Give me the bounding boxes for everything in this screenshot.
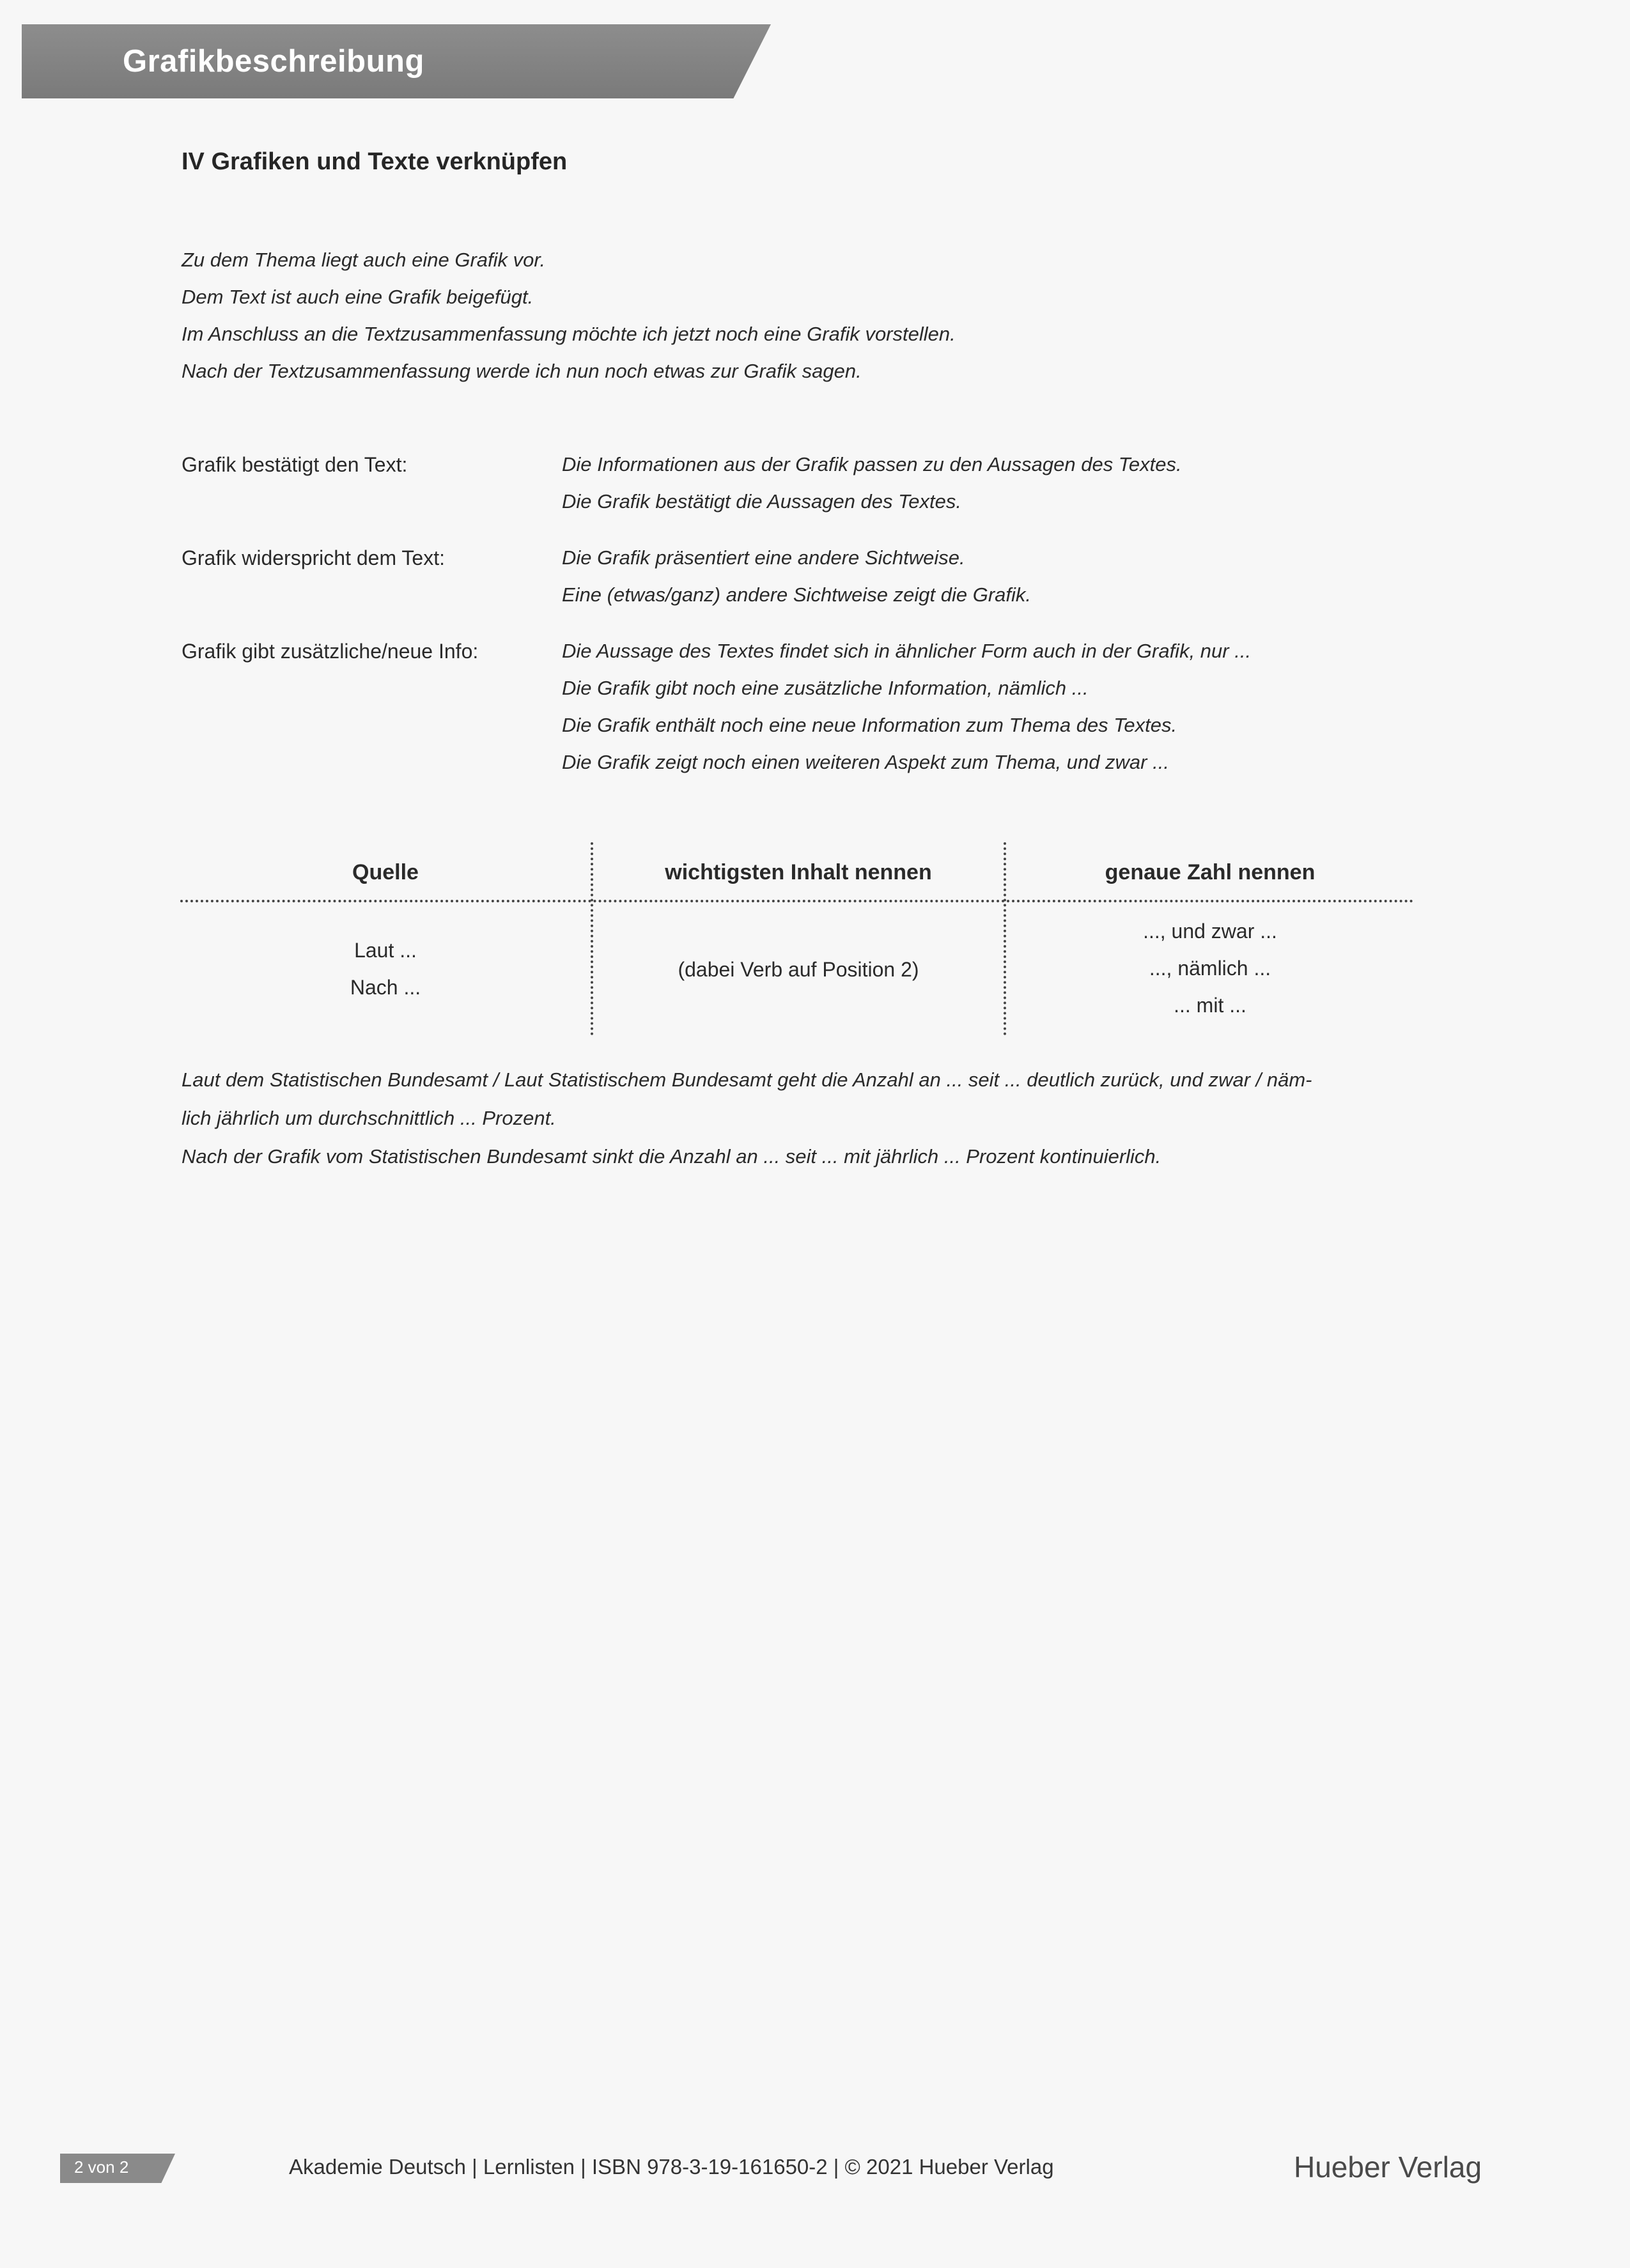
phrase-group-label: Grafik widerspricht dem Text: [182, 546, 445, 569]
column-header-content: wichtigsten Inhalt nennen [665, 860, 932, 884]
table-cell: ..., nämlich ... [1149, 957, 1271, 980]
footer-publication-info: Akademie Deutsch | Lernlisten | ISBN 978-3-19-161650-2 | © 2021 Hueber Verlag [289, 2155, 1054, 2179]
intro-line: Dem Text ist auch eine Grafik beigefügt. [182, 286, 534, 308]
phrase-group-label: Grafik gibt zusätzliche/neue Info: [182, 640, 479, 663]
phrase-line: Die Grafik präsentiert eine andere Sichtweise. [562, 546, 965, 569]
column-header-number: genaue Zahl nennen [1105, 860, 1316, 884]
table-cell: (dabei Verb auf Position 2) [678, 958, 919, 981]
phrase-group-lines [562, 633, 1251, 781]
table-cell: Nach ... [350, 976, 421, 999]
intro-line: Im Anschluss an die Textzusammenfassung möchte ich jetzt noch eine Grafik vorstellen. [182, 323, 956, 345]
table-cell: ... mit ... [1174, 994, 1246, 1017]
phrase-line: Die Grafik bestätigt die Aussagen des Textes. [562, 490, 961, 513]
phrase-line: Eine (etwas/ganz) andere Sichtweise zeigt die Grafik. [562, 583, 1032, 606]
section-title: IV Grafiken und Texte verknüpfen [182, 148, 568, 175]
example-sentences [182, 1061, 1428, 1176]
header-title: Grafikbeschreibung [123, 44, 424, 79]
phrase-group-lines [562, 539, 1031, 613]
example-line: lich jährlich um durchschnittlich ... Prozent. [182, 1107, 556, 1129]
intro-block [182, 242, 956, 390]
table-cell: Laut ... [354, 939, 417, 962]
intro-line: Zu dem Thema liegt auch eine Grafik vor. [182, 249, 546, 271]
table-cell: ..., und zwar ... [1143, 920, 1277, 943]
phrase-line: Die Grafik enthält noch eine neue Information zum Thema des Textes. [562, 714, 1177, 736]
phrase-group-label: Grafik bestätigt den Text: [182, 453, 408, 476]
phrase-group-lines [562, 446, 1182, 520]
example-line: Nach der Grafik vom Statistischen Bundesamt sinkt die Anzahl an ... seit ... mit jährlich ... Prozent kontinuierlich. [182, 1145, 1161, 1168]
phrase-line: Die Grafik gibt noch eine zusätzliche Information, nämlich ... [562, 677, 1089, 699]
example-line: Laut dem Statistischen Bundesamt / Laut Statistischem Bundesamt geht die Anzahl an ... seit ... deutlich zurück, und zwar / näm- [182, 1068, 1312, 1091]
intro-line: Nach der Textzusammenfassung werde ich nun noch etwas zur Grafik sagen. [182, 360, 862, 382]
phrase-line: Die Aussage des Textes findet sich in ähnlicher Form auch in der Grafik, nur ... [562, 640, 1252, 662]
page-number: 2 von 2 [74, 2157, 129, 2177]
column-header-source: Quelle [352, 860, 419, 884]
phrase-line: Die Informationen aus der Grafik passen zu den Aussagen des Textes. [562, 453, 1182, 475]
header-divider [180, 900, 1414, 902]
phrase-line: Die Grafik zeigt noch einen weiteren Aspekt zum Thema, und zwar ... [562, 751, 1169, 773]
publisher-logo: Hueber Verlag [1294, 2150, 1482, 2184]
structure-table [180, 842, 1414, 1035]
